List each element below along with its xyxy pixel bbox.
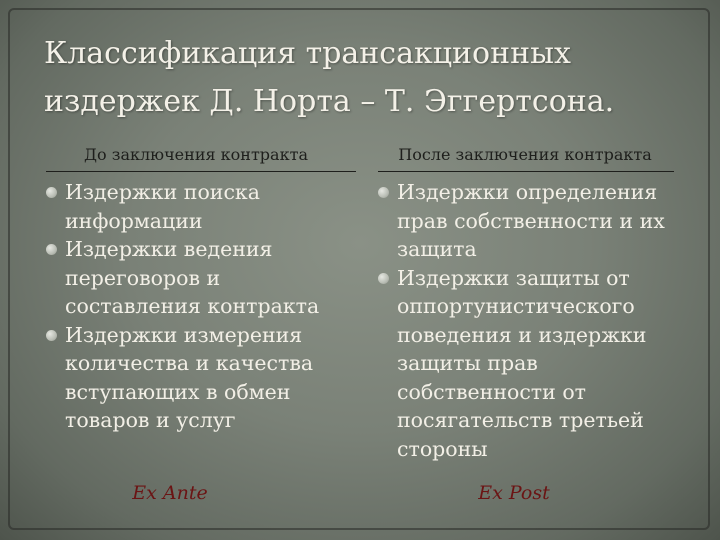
- left-bullet-list: [44, 178, 344, 435]
- list-item: [44, 321, 344, 435]
- bullet-icon: [46, 244, 57, 255]
- slide-title: Классификация трансакционных издержек Д. Норта – Т. Эггертсона.: [44, 36, 615, 119]
- list-item-text: Издержки защиты от оппортунистического поведения и издержки защиты прав собственности от посягательств третьей стороны: [397, 265, 647, 461]
- list-item: [376, 178, 676, 264]
- list-item: [376, 264, 676, 464]
- right-bullet-list: [376, 178, 676, 463]
- list-item-text: Издержки поиска информации: [65, 180, 260, 233]
- bullet-icon: [378, 187, 389, 198]
- list-item-text: Издержки определения прав собственности и их защита: [397, 180, 665, 261]
- list-item: [44, 235, 344, 321]
- ex-ante-label: Ex Ante: [132, 482, 208, 504]
- right-heading-underline: [378, 171, 674, 172]
- left-column-heading: До заключения контракта: [84, 145, 308, 164]
- list-item-text: Издержки ведения переговоров и составления контракта: [65, 237, 320, 318]
- left-heading-underline: [46, 171, 356, 172]
- list-item: [44, 178, 344, 235]
- bullet-icon: [46, 187, 57, 198]
- list-item-text: Издержки измерения количества и качества вступающих в обмен товаров и услуг: [65, 322, 314, 432]
- bullet-icon: [46, 330, 57, 341]
- bullet-icon: [378, 273, 389, 284]
- ex-post-label: Ex Post: [478, 482, 550, 504]
- right-column-heading: После заключения контракта: [398, 145, 652, 164]
